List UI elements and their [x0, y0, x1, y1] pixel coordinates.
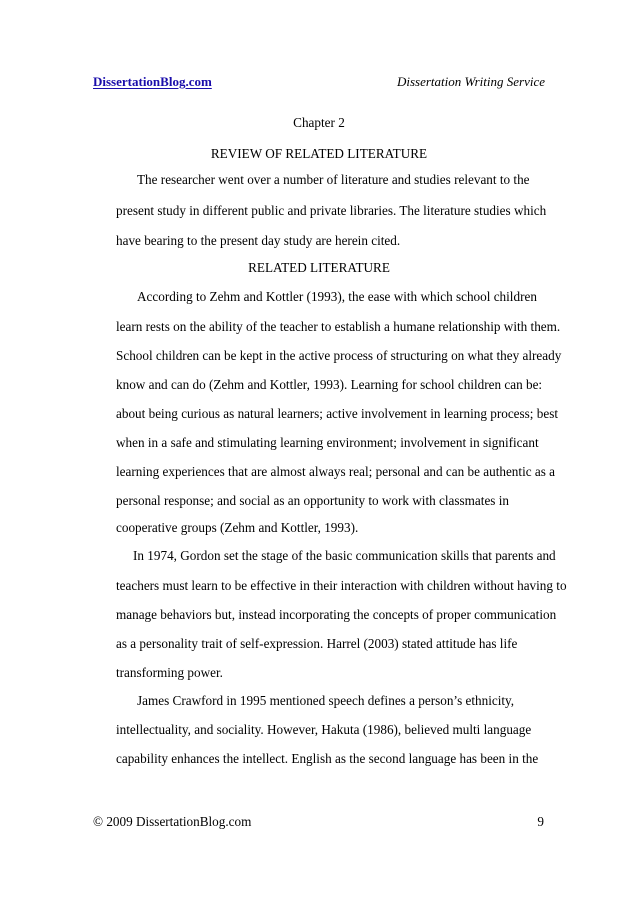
para4-line: James Crawford in 1995 mentioned speech defines a person’s ethnicity, [137, 693, 515, 708]
para2-line: personal response; and social as an opportunity to work with classmates in [116, 493, 509, 508]
para3-line: In 1974, Gordon set the stage of the basic communication skills that parents and [133, 548, 556, 563]
para1-line: have bearing to the present day study are herein cited. [116, 233, 401, 248]
para2-line: about being curious as natural learners; active involvement in learning process; best [116, 406, 559, 421]
para1-line: present study in different public and private libraries. The literature studies which [116, 203, 547, 218]
para2-line: when in a safe and stimulating learning environment; involvement in significant [116, 435, 539, 450]
para2-line: According to Zehm and Kottler (1993), the ease with which school children [137, 289, 537, 304]
para2-line: learn rests on the ability of the teacher to establish a humane relationship with them. [116, 319, 561, 334]
subsection-title: RELATED LITERATURE [248, 260, 390, 275]
para4-line: capability enhances the intellect. English as the second language has been in the [116, 751, 539, 766]
section-title: REVIEW OF RELATED LITERATURE [210, 146, 428, 161]
para3-line: as a personality trait of self-expression. Harrel (2003) stated attitude has life [116, 636, 518, 651]
para1-line: The researcher went over a number of literature and studies relevant to the [137, 172, 530, 187]
footer-copyright: © 2009 DissertationBlog.com [93, 814, 252, 829]
header-site-link[interactable]: DissertationBlog.com [93, 74, 212, 89]
para2-line: know and can do (Zehm and Kottler, 1993). Learning for school children can be: [116, 377, 543, 392]
para2-line: learning experiences that are almost always real; personal and can be authentic as a [116, 464, 556, 479]
chapter-heading: Chapter 2 [293, 115, 345, 130]
para3-line: manage behaviors but, instead incorporating the concepts of proper communication [116, 607, 557, 622]
header-service-title: Dissertation Writing Service [396, 74, 545, 89]
para3-line: teachers must learn to be effective in their interaction with children without having to [116, 578, 567, 593]
para3-line: transforming power. [116, 665, 223, 680]
para2-line: cooperative groups (Zehm and Kottler, 1993). [116, 520, 359, 535]
page-number: 9 [537, 814, 544, 829]
para4-line: intellectuality, and sociality. However, Hakuta (1986), believed multi language [116, 722, 532, 737]
para2-line: School children can be kept in the active process of structuring on what they already [116, 348, 562, 363]
